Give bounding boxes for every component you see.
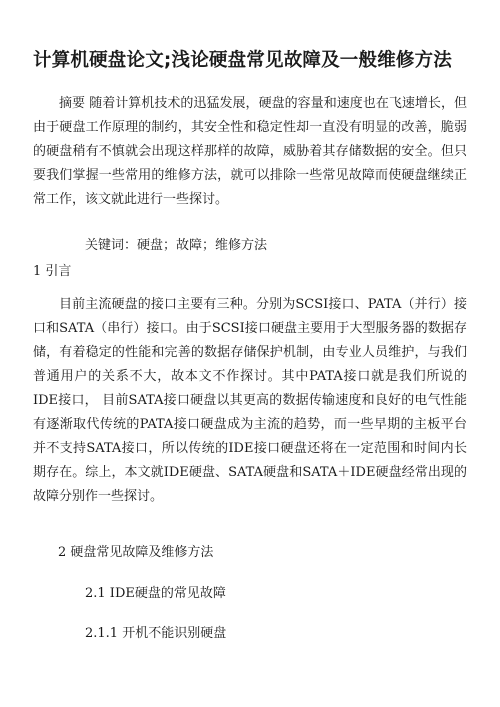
section-heading-common-faults: 2 硬盘常见故障及维修方法	[58, 545, 214, 560]
subsection-heading-ide-faults: 2.1 IDE硬盘的常见故障	[85, 586, 226, 601]
introduction-paragraph: 目前主流硬盘的接口主要有三种。分别为SCSI接口、PATA（并行）接口和SATA（串行）接口。由于SCSI接口硬盘主要用于大型服务器的数据存储，有着稳定的性能和完善的数据存储保护机制，由专业人员维护，与我们普通用户的关系不大，故本文不作探讨。其中PATA接口就是我们所说的IDE接口， 目前SATA接口硬盘以其更高的数据传输速度和良好的电气性能有逐渐取代传统的PATA接口硬盘成为主流的趋势，而一些早期的主板平台并不支持SATA接口，所以传统的IDE接口硬盘还将在一定范围和时间内长期存在。综上，本文就IDE硬盘、SATA硬盘和SATA＋IDE硬盘经常出现的故障分别作一些探讨。	[33, 297, 467, 504]
abstract-paragraph: 摘要 随着计算机技术的迅猛发展，硬盘的容量和速度也在飞速增长，但由于硬盘工作原理的制约，其安全性和稳定性却一直没有明显的改善，脆弱的硬盘稍有不慎就会出现这样那样的故障，威胁着其存储数据的安全。但只要我们掌握一些常用的维修方法，就可以排除一些常见故障而使硬盘继续正常工作，该文就此进行一些探讨。	[33, 96, 467, 207]
document-title: 计算机硬盘论文;浅论硬盘常见故障及一般维修方法	[33, 50, 453, 71]
subsubsection-heading-boot-not-recognized: 2.1.1 开机不能识别硬盘	[85, 626, 227, 641]
section-heading-introduction: 1 引言	[33, 264, 72, 279]
keywords-line: 关键词：硬盘；故障；维修方法	[85, 238, 268, 253]
